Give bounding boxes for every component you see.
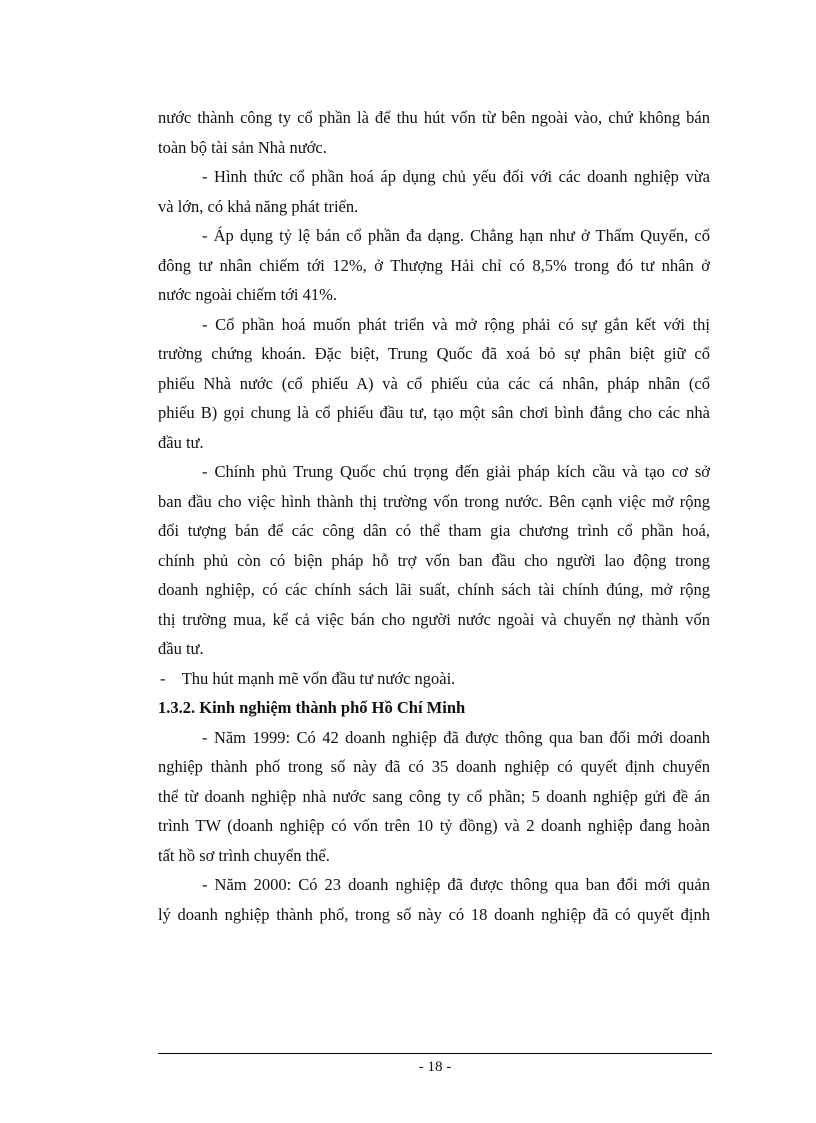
paragraph-line: trình TW (doanh nghiệp có vốn trên 10 tỷ đồng) và 2 doanh nghiệp đang hoàn	[158, 816, 710, 835]
paragraph-line: đầu tư.	[158, 639, 204, 658]
paragraph-line: - Chính phủ Trung Quốc chú trọng đến giải pháp kích cầu và tạo cơ sở	[202, 462, 710, 481]
paragraph-line: - Năm 2000: Có 23 doanh nghiệp đã được thông qua ban đổi mới quản	[202, 875, 710, 894]
paragraph-line: - Hình thức cổ phần hoá áp dụng chủ yếu đối với các doanh nghiệp vừa	[202, 167, 710, 186]
page-number: - 18 -	[418, 1059, 452, 1075]
paragraph-line: - Năm 1999: Có 42 doanh nghiệp đã được thông qua ban đổi mới doanh	[202, 727, 710, 747]
paragraph-line: - Cổ phần hoá muốn phát triển và mở rộng phải có sự gắn kết với thị	[202, 314, 710, 334]
paragraph-line: đối tượng bán để các công dân có thể tham gia chương trình cổ phần hoá,	[158, 521, 710, 540]
paragraph-line: - Áp dụng tỷ lệ bán cổ phần đa dạng. Chẳng hạn như ở Thẩm Quyến, cổ	[202, 226, 710, 245]
paragraph-line: nghiệp thành phố trong số này đã có 35 doanh nghiệp có quyết định chuyển	[158, 757, 710, 776]
paragraph-line: và lớn, có khả năng phát triển.	[158, 196, 359, 216]
paragraph-line: thị trường mua, kể cả việc bán cho người nước ngoài và chuyển nợ thành vốn	[158, 609, 710, 629]
paragraph-line: phiếu Nhà nước (cổ phiếu A) và cổ phiếu của các cá nhân, pháp nhân (cổ	[158, 373, 710, 393]
paragraph-line: chính phủ còn có biện pháp hỗ trợ vốn ban đầu cho người lao động trong	[158, 550, 710, 570]
list-item: - Thu hút mạnh mẽ vốn đầu tư nước ngoài.	[160, 668, 456, 688]
paragraph-line: lý doanh nghiệp thành phố, trong số này có 18 doanh nghiệp đã có quyết định	[158, 904, 710, 924]
paragraph-line: đông tư nhân chiếm tới 12%, ở Thượng Hải chỉ có 8,5% trong đó tư nhân ở	[158, 255, 710, 275]
paragraph-line: tất hồ sơ trình chuyển thể.	[158, 845, 330, 865]
paragraph-line: phiếu B) gọi chung là cổ phiếu đầu tư, tạo một sân chơi bình đẳng cho các nhà	[158, 403, 710, 422]
paragraph-line: thể từ doanh nghiệp nhà nước sang công ty cổ phần; 5 doanh nghiệp gửi đề án	[158, 786, 710, 806]
paragraph-line: trường chứng khoán. Đặc biệt, Trung Quốc đã xoá bỏ sự phân biệt giữ cổ	[158, 344, 710, 363]
paragraph-line: toàn bộ tài sản Nhà nước.	[158, 137, 327, 157]
footer-divider	[158, 1053, 712, 1054]
document-body	[158, 103, 710, 929]
paragraph-line: đầu tư.	[158, 432, 204, 452]
paragraph-line: doanh nghiệp, có các chính sách lãi suất, chính sách tài chính đúng, mở rộng	[158, 580, 710, 599]
section-heading: 1.3.2. Kinh nghiệm thành phố Hồ Chí Minh	[158, 698, 466, 717]
paragraph-line: nước thành công ty cổ phần là để thu hút vốn từ bên ngoài vào, chứ không bán	[158, 108, 710, 127]
paragraph-line: nước ngoài chiếm tới 41%.	[158, 285, 337, 304]
paragraph-line: ban đầu cho việc hình thành thị trường vốn trong nước. Bên cạnh việc mở rộng	[158, 491, 710, 511]
